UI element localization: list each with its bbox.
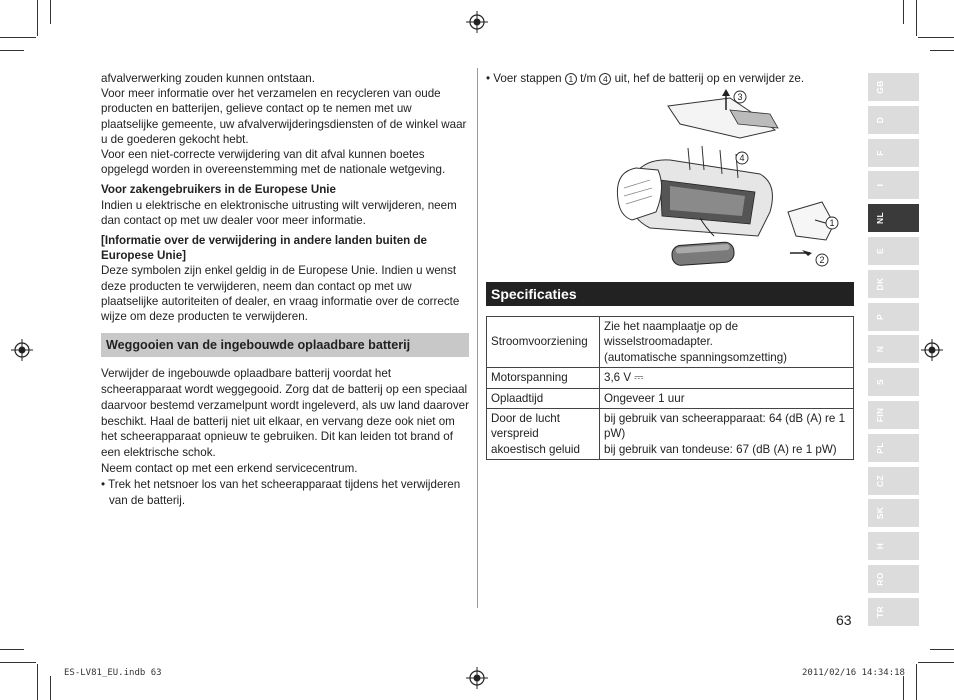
crop-mark bbox=[50, 0, 51, 24]
spec-key: Stroomvoorziening bbox=[487, 317, 600, 368]
language-tab-s[interactable] bbox=[868, 368, 919, 396]
registration-mark-icon bbox=[11, 339, 33, 361]
language-tab-label: TR bbox=[875, 605, 885, 618]
figure-step-label: 4 bbox=[739, 153, 745, 163]
language-tab-label: RO bbox=[875, 572, 885, 586]
crop-mark bbox=[903, 676, 904, 700]
figure-step-label: 3 bbox=[737, 92, 743, 102]
subheading-outside-eu: [Informatie over de verwijdering in andere landen buiten de Europese Unie] bbox=[101, 234, 427, 263]
language-tab-fin[interactable] bbox=[868, 401, 919, 429]
paragraph: Voor meer informatie over het verzamelen en recycleren van oude producten en batterijen, gelieve contact op te nemen met uw plaatselijke gemeente, uw afvalverwijderingsdiensten of de winkel waar u de goederen gekocht hebt. bbox=[101, 87, 467, 146]
language-tab-label: S bbox=[875, 379, 885, 386]
column-divider bbox=[477, 68, 478, 608]
language-tab-p[interactable] bbox=[868, 303, 919, 331]
crop-mark bbox=[0, 50, 24, 51]
instruction-text: • Voer stappen 1 t/m 4 uit, hef de batterij op en verwijder ze. bbox=[486, 72, 805, 85]
language-tab-tr[interactable] bbox=[868, 598, 919, 626]
language-tab-i[interactable] bbox=[868, 171, 919, 199]
crop-mark bbox=[918, 37, 954, 38]
language-tab-sk[interactable] bbox=[868, 499, 919, 527]
language-tab-label: DK bbox=[875, 277, 885, 291]
language-tab-cz[interactable] bbox=[868, 467, 919, 495]
language-tabs bbox=[868, 73, 919, 631]
spec-row bbox=[487, 388, 854, 408]
crop-mark bbox=[0, 37, 36, 38]
language-tab-label: PL bbox=[875, 442, 885, 454]
paragraph: Indien u elektrische en elektronische uitrusting wilt verwijderen, neem dan contact op met uw dealer voor meer informatie. bbox=[101, 198, 457, 227]
language-tab-label: GB bbox=[875, 80, 885, 94]
footer-timestamp: 2011/02/16 14:34:18 bbox=[802, 668, 905, 678]
step-number: 4 bbox=[599, 73, 611, 85]
footer-file-info: ES-LV81_EU.indb 63 bbox=[64, 668, 162, 678]
crop-mark bbox=[916, 664, 917, 700]
spec-value: Zie het naamplaatje op de wisselstroomadapter. (automatische spanningsomzetting) bbox=[600, 317, 854, 368]
crop-mark bbox=[37, 664, 38, 700]
figure-step-label: 1 bbox=[829, 218, 835, 228]
language-tab-label: P bbox=[875, 313, 885, 320]
spec-value: 3,6 V ⎓ bbox=[600, 368, 854, 388]
language-tab-label: CZ bbox=[875, 474, 885, 487]
spec-key: Oplaadtijd bbox=[487, 388, 600, 408]
shaver-disassembly-figure bbox=[610, 88, 850, 276]
spec-key: Motorspanning bbox=[487, 368, 600, 388]
crop-mark bbox=[930, 649, 954, 650]
crop-mark bbox=[50, 676, 51, 700]
spec-row bbox=[487, 368, 854, 388]
language-tab-label: D bbox=[875, 116, 885, 124]
paragraph: Voor een niet-correcte verwijdering van dit afval kunnen boetes opgelegd worden in overeenstemming met de nationale wetgeving. bbox=[101, 148, 446, 177]
crop-mark bbox=[918, 662, 954, 663]
crop-mark bbox=[0, 649, 24, 650]
language-tab-dk[interactable] bbox=[868, 270, 919, 298]
language-tab-ro[interactable] bbox=[868, 565, 919, 593]
language-tab-e[interactable] bbox=[868, 237, 919, 265]
crop-mark bbox=[930, 50, 954, 51]
registration-mark-icon bbox=[466, 11, 488, 33]
paragraph: Verwijder de ingebouwde oplaadbare batterij voordat het scheerapparaat wordt weggegooid. Zorg dat de batterij op een speciaal daarvoor bestemd verzamelpunt wordt ingeleverd, als uw land daarover beschikt. Haal de batterij niet uit elkaar, en vervang deze ook niet om het scheerapparaat opnieuw te gebruiken. Dit kan leiden tot brand of een elektrische schok. bbox=[101, 367, 469, 460]
crop-mark bbox=[916, 0, 917, 36]
language-tab-d[interactable] bbox=[868, 106, 919, 134]
spec-value: bij gebruik van scheerapparaat: 64 (dB (A) re 1 pW) bij gebruik van tondeuse: 67 (dB (A) re 1 pW) bbox=[600, 409, 854, 460]
language-tab-label: F bbox=[875, 149, 885, 156]
subheading-business-users: Voor zakengebruikers in de Europese Unie bbox=[101, 183, 336, 197]
figure-step-label: 2 bbox=[819, 255, 825, 265]
page-number: 63 bbox=[836, 612, 852, 628]
spec-value: Ongeveer 1 uur bbox=[600, 388, 854, 408]
language-tab-h[interactable] bbox=[868, 532, 919, 560]
registration-mark-icon bbox=[466, 667, 488, 689]
language-tab-label: H bbox=[875, 542, 885, 550]
language-tab-gb[interactable] bbox=[868, 73, 919, 101]
language-tab-label: I bbox=[875, 184, 885, 187]
crop-mark bbox=[903, 0, 904, 24]
language-tab-nl[interactable] bbox=[868, 204, 919, 232]
section-body bbox=[101, 366, 469, 508]
right-column bbox=[486, 71, 854, 86]
language-tab-label: E bbox=[875, 248, 885, 254]
registration-mark-icon bbox=[921, 339, 943, 361]
crop-mark bbox=[37, 0, 38, 36]
bullet-item: • Trek het netsnoer los van het scheerapparaat tijdens het verwijderen van de batterij. bbox=[101, 477, 461, 507]
language-tab-label: NL bbox=[875, 212, 885, 225]
crop-mark bbox=[0, 662, 36, 663]
spec-key: Door de lucht verspreid akoestisch geluid bbox=[487, 409, 600, 460]
paragraph: Deze symbolen zijn enkel geldig in de Europese Unie. Indien u wenst deze producten te verwijderen, neem dan contact op met uw plaatselijke autoriteiten of dealer, en vraag informatie over de correcte wijze om deze producten te verwijderen. bbox=[101, 264, 460, 324]
spec-row bbox=[487, 409, 854, 460]
language-tab-f[interactable] bbox=[868, 139, 919, 167]
paragraph: Neem contact op met een erkend servicecentrum. bbox=[101, 462, 358, 476]
language-tab-label: SK bbox=[875, 507, 885, 520]
specifications-title: Specificaties bbox=[486, 282, 854, 306]
language-tab-n[interactable] bbox=[868, 335, 919, 363]
language-tab-label: N bbox=[875, 346, 885, 353]
paragraph: afvalverwerking zouden kunnen ontstaan. bbox=[101, 72, 315, 85]
section-title-battery-disposal: Weggooien van de ingebouwde oplaadbare batterij bbox=[101, 333, 469, 357]
spec-row bbox=[487, 317, 854, 368]
language-tab-label: FIN bbox=[875, 407, 885, 423]
step-number: 1 bbox=[565, 73, 577, 85]
specifications-table bbox=[486, 316, 854, 460]
left-column bbox=[101, 71, 469, 508]
language-tab-pl[interactable] bbox=[868, 434, 919, 462]
